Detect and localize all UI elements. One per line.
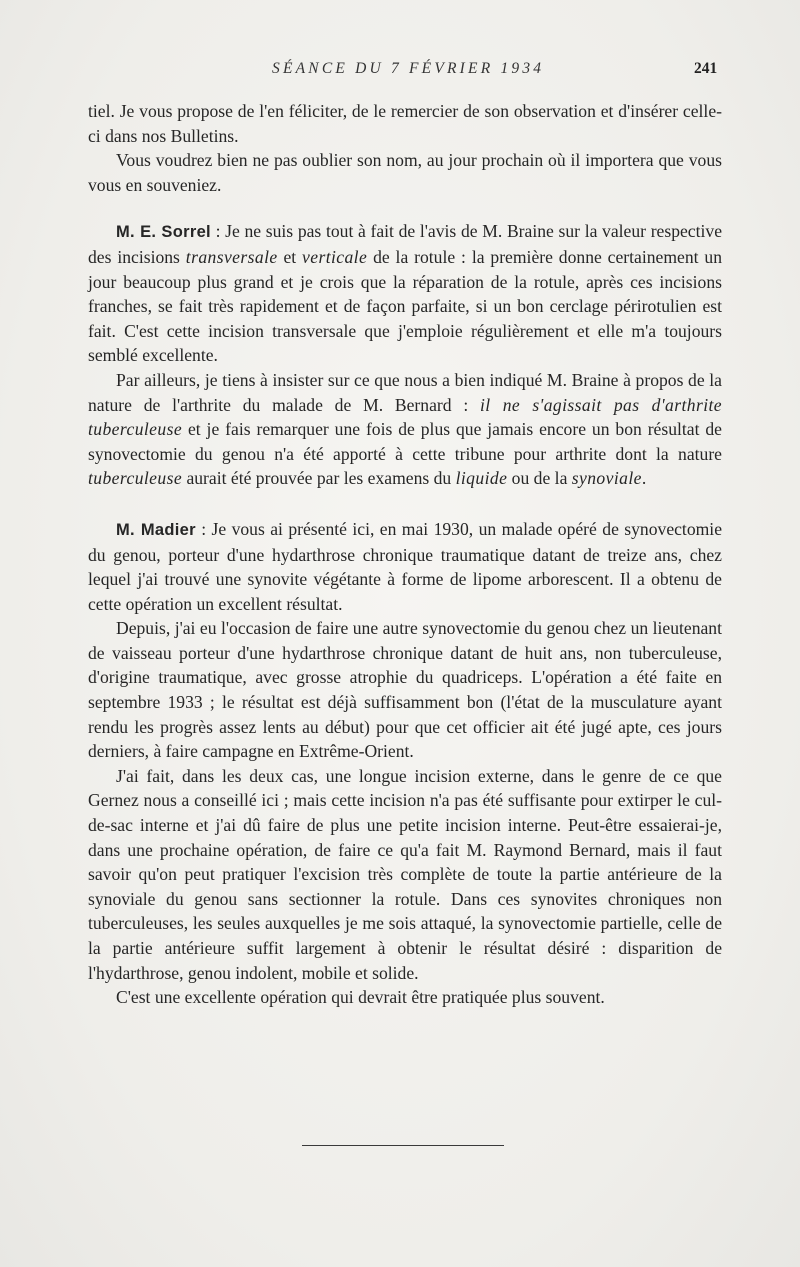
paragraph-continuation bbox=[88, 99, 722, 148]
paragraph-text: : Je vous ai présenté ici, en mai 1930, un malade opéré de synovectomie du genou, porteur d'une hydarthrose chronique traumatique datant de treize ans, chez lequel j'ai trouvé une synovite végétante à forme de lipome arborescent. Il a obtenu de cette opération un excellent résultat. bbox=[88, 518, 723, 614]
paragraph-text: J'ai fait, dans les deux cas, une longue incision externe, dans le genre de ce que Gernez nous a conseillé ici ; mais cette incision n'a pas été suffisante pour extirper le cul-de-sac interne et j'ai dû faire de plus une petite incision interne. Peut-être essaierai-je, dans une prochaine opération, de faire ce qu'a fait M. Raymond Bernard, mais il faut savoir qu'on peut pratiquer l'excision très complète de toute la partie antérieure de la synoviale du genou sans sectionner la rotule. Dans ces synovites chroniques non tuberculeuses, les seules auxquelles je me sois attaqué, la synovectomie partielle, celle de la partie antérieure suffit largement à obtenir le résultat désiré : disparition de l'hydarthrose, genou indolent, mobile et solide. bbox=[88, 765, 722, 983]
emphasis-text: liquide bbox=[455, 468, 508, 489]
paragraph-sorrel bbox=[88, 219, 722, 368]
emphasis-text: tuberculeuse bbox=[88, 468, 183, 489]
running-head bbox=[0, 60, 800, 84]
emphasis-text: verticale bbox=[302, 246, 368, 267]
emphasis-text: synoviale bbox=[571, 468, 642, 489]
paragraph-text: Par ailleurs, je tiens à insister sur ce que nous a bien indiqué M. Braine à propos de la nature de l'arthrite du malade de M. Bernard : bbox=[88, 369, 722, 415]
emphasis-text: il ne s'agissait pas d'arthrite tuberculeuse bbox=[88, 394, 722, 440]
paragraph-madier-technique bbox=[88, 764, 722, 985]
paragraph-remember-name bbox=[88, 148, 722, 197]
paragraph-text: . bbox=[641, 468, 647, 489]
paragraph-madier bbox=[88, 517, 722, 616]
speaker-name-sorrel: M. E. Sorrel bbox=[116, 223, 211, 242]
paragraph-text: aurait été prouvée par les examens du bbox=[182, 468, 456, 489]
paragraph-sorrel-continued bbox=[88, 368, 722, 491]
paragraph-text: et bbox=[277, 246, 303, 267]
paragraph-text: ou de la bbox=[507, 468, 572, 489]
speaker-name-madier: M. Madier bbox=[116, 520, 196, 539]
paragraph-text: Depuis, j'ai eu l'occasion de faire une autre synovectomie du genou chez un lieutenant de vaisseau porteur d'une hydarthrose chronique datant de huit ans, non tuberculeuse, d'origine traumatique, avec grosse atrophie du quadriceps. L'opération a été faite en septembre 1933 ; le résultat est déjà suffisamment bon (l'état de la musculature ayant rendu les progrès assez lents au début) pour que cet officier ait été jugé apte, ces jours derniers, à faire campagne en Extrême-Orient. bbox=[88, 618, 722, 762]
paragraph-madier-conclusion bbox=[88, 985, 722, 1010]
paragraph-text: Vous voudrez bien ne pas oublier son nom, au jour prochain où il importera que vous vous en souveniez. bbox=[88, 150, 722, 195]
section-divider bbox=[302, 1145, 504, 1146]
paragraph-text: C'est une excellente opération qui devrait être pratiquée plus souvent. bbox=[116, 987, 605, 1008]
paragraph-madier-second-case bbox=[88, 616, 722, 764]
paragraph-text: tiel. Je vous propose de l'en féliciter, de le remercier de son observation et d'insérer celle-ci dans nos Bulletins. bbox=[88, 101, 722, 146]
running-title: SÉANCE DU 7 FÉVRIER 1934 bbox=[272, 60, 545, 77]
emphasis-text: transversale bbox=[185, 246, 278, 267]
paragraph-text: de la rotule : la première donne certainement un jour beaucoup plus grand et je crois que la réparation de la rotule, après ces incisions franches, se fait très rapidement et de façon parfaite, si un bon cerclage périrotulien est fait. C'est cette incision transversale que j'emploie régulièrement et elle m'a toujours semblé excellente. bbox=[88, 246, 722, 366]
paragraph-text: : Je ne suis pas tout à fait de l'avis de M. Braine sur la valeur respective des incisions bbox=[88, 221, 723, 267]
paragraph-text: et je fais remarquer une fois de plus que jamais encore un bon résultat de synovectomie du genou n'a été apporté à cette tribune pour arthrite dont la nature bbox=[88, 419, 722, 464]
body-text bbox=[88, 99, 722, 1010]
page-number: 241 bbox=[694, 60, 718, 77]
